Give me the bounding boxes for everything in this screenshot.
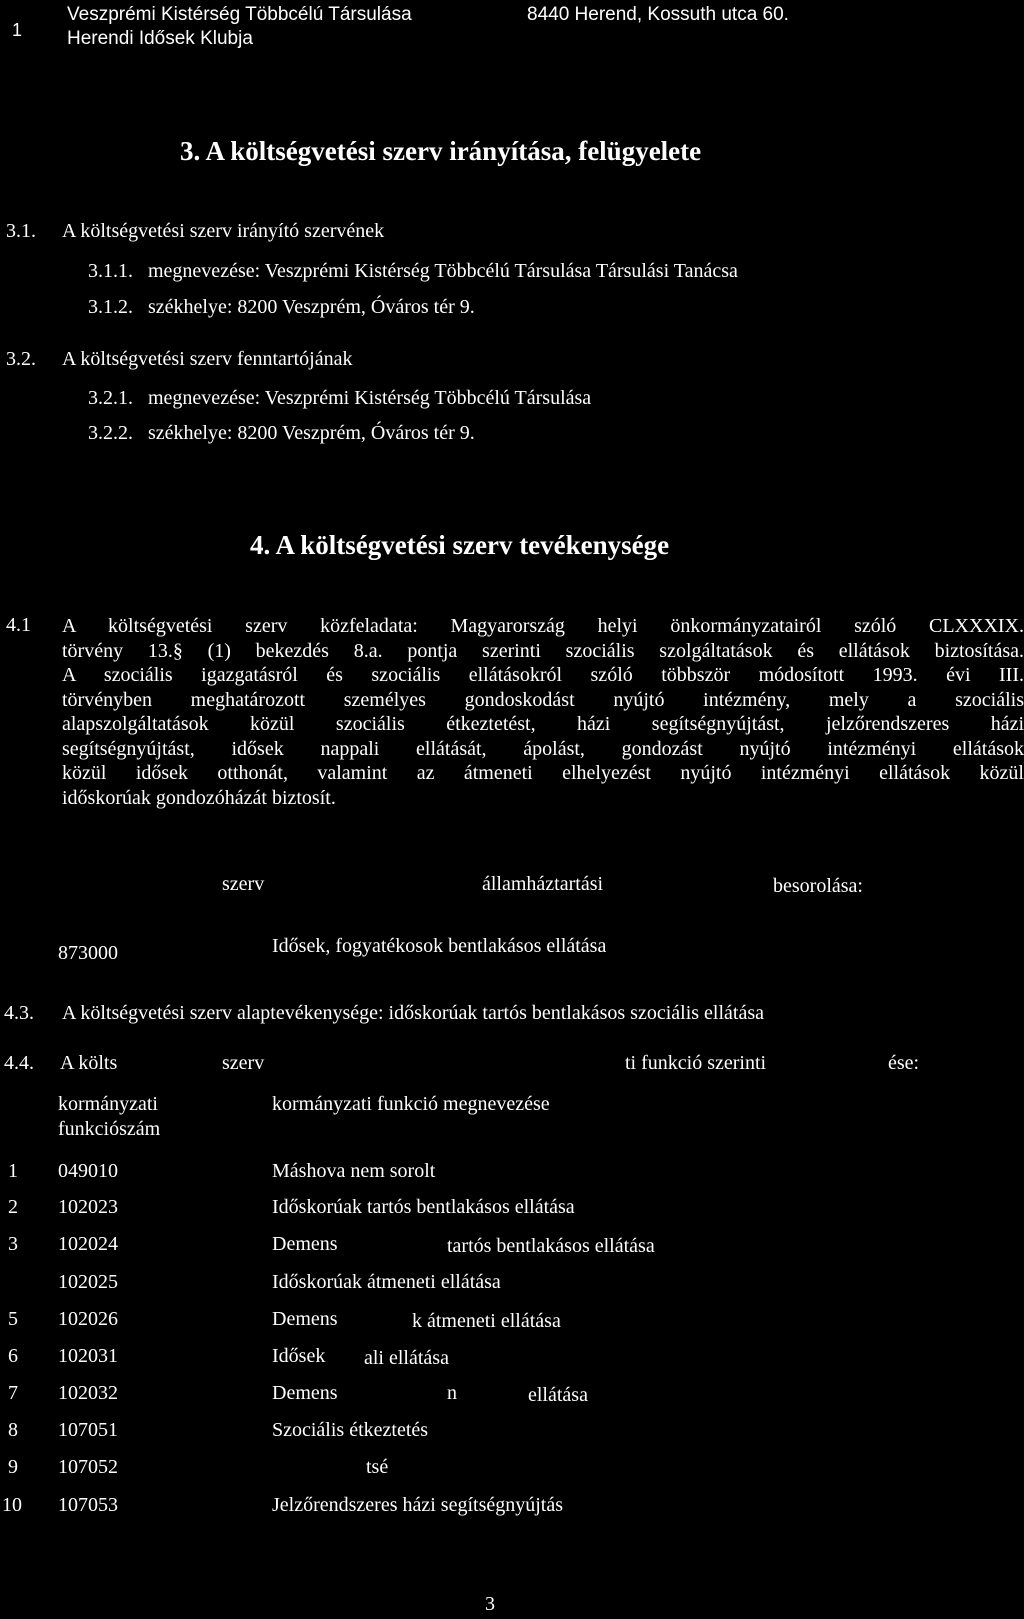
table-row <box>0 1271 1024 1297</box>
classification-code: 873000 <box>58 942 118 964</box>
function-code: 107051 <box>58 1419 118 1441</box>
column-header-name: kormányzati funkció megnevezése <box>272 1093 550 1115</box>
function-name-fragment: ali ellátása <box>364 1347 449 1369</box>
org-address: 8440 Herend, Kossuth utca 60. <box>527 4 789 25</box>
row-number: 3 <box>8 1233 18 1255</box>
row-number: 8 <box>8 1419 18 1441</box>
function-code: 102031 <box>58 1345 118 1367</box>
section-3-2-2-number: 3.2.2. <box>88 422 133 444</box>
org-subunit: Herendi Idősek Klubja <box>67 28 253 49</box>
function-name-fragment: ellátása <box>528 1384 588 1406</box>
column-header-code: kormányzati <box>58 1093 158 1115</box>
table-row <box>0 1233 1024 1259</box>
paragraph-line: törvény 13.§ (1) bekezdés 8.a. pontja szerinti szociális szolgáltatások és ellátások biztosítása. <box>62 639 1024 662</box>
section-4-4-fragment-3: ti funkció szerinti <box>625 1052 767 1074</box>
section-3-2-text: A költségvetési szerv fenntartójának <box>62 348 353 370</box>
section-4-3-text: A költségvetési szerv alaptevékenysége: időskorúak tartós bentlakásos szociális ellátása <box>62 1002 765 1024</box>
row-number: 7 <box>8 1382 18 1404</box>
page-mark: 1 <box>12 20 23 40</box>
classification-fragment-1: szerv <box>222 873 265 895</box>
section-4-3-number: 4.3. <box>4 1002 34 1024</box>
section-3-title: 3. A költségvetési szerv irányítása, felügyelete <box>180 136 702 166</box>
section-3-2-1-text: megnevezése: Veszprémi Kistérség Többcélú Társulása <box>148 387 592 409</box>
classification-fragment-2: államháztartási <box>482 873 604 895</box>
function-name-fragment: n <box>447 1382 457 1404</box>
function-code: 049010 <box>58 1160 118 1182</box>
table-row <box>0 1308 1024 1334</box>
section-3-1-1-number: 3.1.1. <box>88 260 133 282</box>
table-row <box>0 1382 1024 1408</box>
table-row <box>0 1419 1024 1445</box>
paragraph-line: alapszolgáltatások közül szociális étkeztetést, házi segítségnyújtást, jelzőrendszeres házi <box>62 713 1024 735</box>
row-number: 2 <box>8 1196 18 1218</box>
section-4-4-fragment-1: A költs <box>60 1052 118 1074</box>
table-row <box>0 1494 1024 1520</box>
section-4-4-fragment-4: ése: <box>888 1052 920 1074</box>
section-4-1-number: 4.1 <box>6 614 31 636</box>
section-3-2-2-text: székhelye: 8200 Veszprém, Óváros tér 9. <box>148 422 475 444</box>
paragraph-line: A költségvetési szerv közfeladata: Magyarország helyi önkormányzatairól szóló CLXXXIX. <box>62 615 1024 637</box>
table-row <box>0 1345 1024 1371</box>
function-code: 107053 <box>58 1494 118 1516</box>
section-4-title: 4. A költségvetési szerv tevékenysége <box>250 530 670 560</box>
function-name: Demens <box>272 1308 338 1330</box>
function-code: 107052 <box>58 1456 118 1478</box>
classification-description: Idősek, fogyatékosok bentlakásos ellátása <box>272 935 607 957</box>
function-code: 102025 <box>58 1271 118 1293</box>
function-name: Szociális étkeztetés <box>272 1419 429 1441</box>
section-3-1-text: A költségvetési szerv irányító szervének <box>62 220 385 242</box>
function-code: 102032 <box>58 1382 118 1404</box>
function-code: 102026 <box>58 1308 118 1330</box>
row-number: 9 <box>8 1456 18 1478</box>
section-3-1-1-text: megnevezése: Veszprémi Kistérség Többcélú Társulása Társulási Tanácsa <box>148 260 738 282</box>
paragraph-line: A szociális igazgatásról és szociális ellátásokról szóló többször módosított 1993. évi III. <box>62 664 1024 686</box>
row-number: 1 <box>8 1160 18 1182</box>
section-3-2-number: 3.2. <box>6 348 36 370</box>
function-name: tsé <box>366 1456 389 1478</box>
paragraph-line: segítségnyújtást, idősek nappali ellátását, ápolást, gondozást nyújtó intézményi ellátások <box>62 737 1024 760</box>
paragraph-line: törvényben meghatározott személyes gondoskodást nyújtó intézmény, mely a szociális <box>62 688 1024 711</box>
table-row <box>0 1456 1024 1482</box>
section-3-1-number: 3.1. <box>6 220 36 242</box>
function-code: 102023 <box>58 1196 118 1218</box>
row-number: 5 <box>8 1308 18 1330</box>
row-number: 6 <box>8 1345 18 1367</box>
section-4-1-paragraph <box>62 614 1024 810</box>
row-number: 10 <box>2 1494 22 1516</box>
function-code: 102024 <box>58 1233 118 1255</box>
page-number: 3 <box>485 1593 495 1615</box>
function-name: Demens <box>272 1382 338 1404</box>
section-3-1-2-text: székhelye: 8200 Veszprém, Óváros tér 9. <box>148 296 475 318</box>
function-name: Jelzőrendszeres házi segítségnyújtás <box>272 1494 564 1516</box>
section-4-4-number: 4.4. <box>4 1052 34 1074</box>
org-name: Veszprémi Kistérség Többcélú Társulása <box>67 4 412 25</box>
function-name: Idősek <box>272 1345 326 1367</box>
paragraph-line: közül idősek otthonát, valamint az átmeneti elhelyezést nyújtó intézményi ellátások közül <box>62 762 1024 784</box>
function-name: Időskorúak tartós bentlakásos ellátása <box>272 1196 575 1218</box>
section-3-2-1-number: 3.2.1. <box>88 387 133 409</box>
section-3-1-2-number: 3.1.2. <box>88 296 133 318</box>
classification-fragment-3: besorolása: <box>773 875 863 897</box>
function-name: Máshova nem sorolt <box>272 1160 436 1182</box>
table-row <box>0 1196 1024 1222</box>
paragraph-line: időskorúak gondozóházát biztosít. <box>62 786 336 809</box>
column-header-code-line2: funkciószám <box>58 1118 161 1140</box>
table-row <box>0 1160 1024 1186</box>
function-name: Időskorúak átmeneti ellátása <box>272 1271 501 1293</box>
function-name-fragment: tartós bentlakásos ellátása <box>447 1235 655 1257</box>
section-4-4-fragment-2: szerv <box>222 1052 265 1074</box>
function-name: Demens <box>272 1233 338 1255</box>
function-name-fragment: k átmeneti ellátása <box>412 1310 561 1332</box>
